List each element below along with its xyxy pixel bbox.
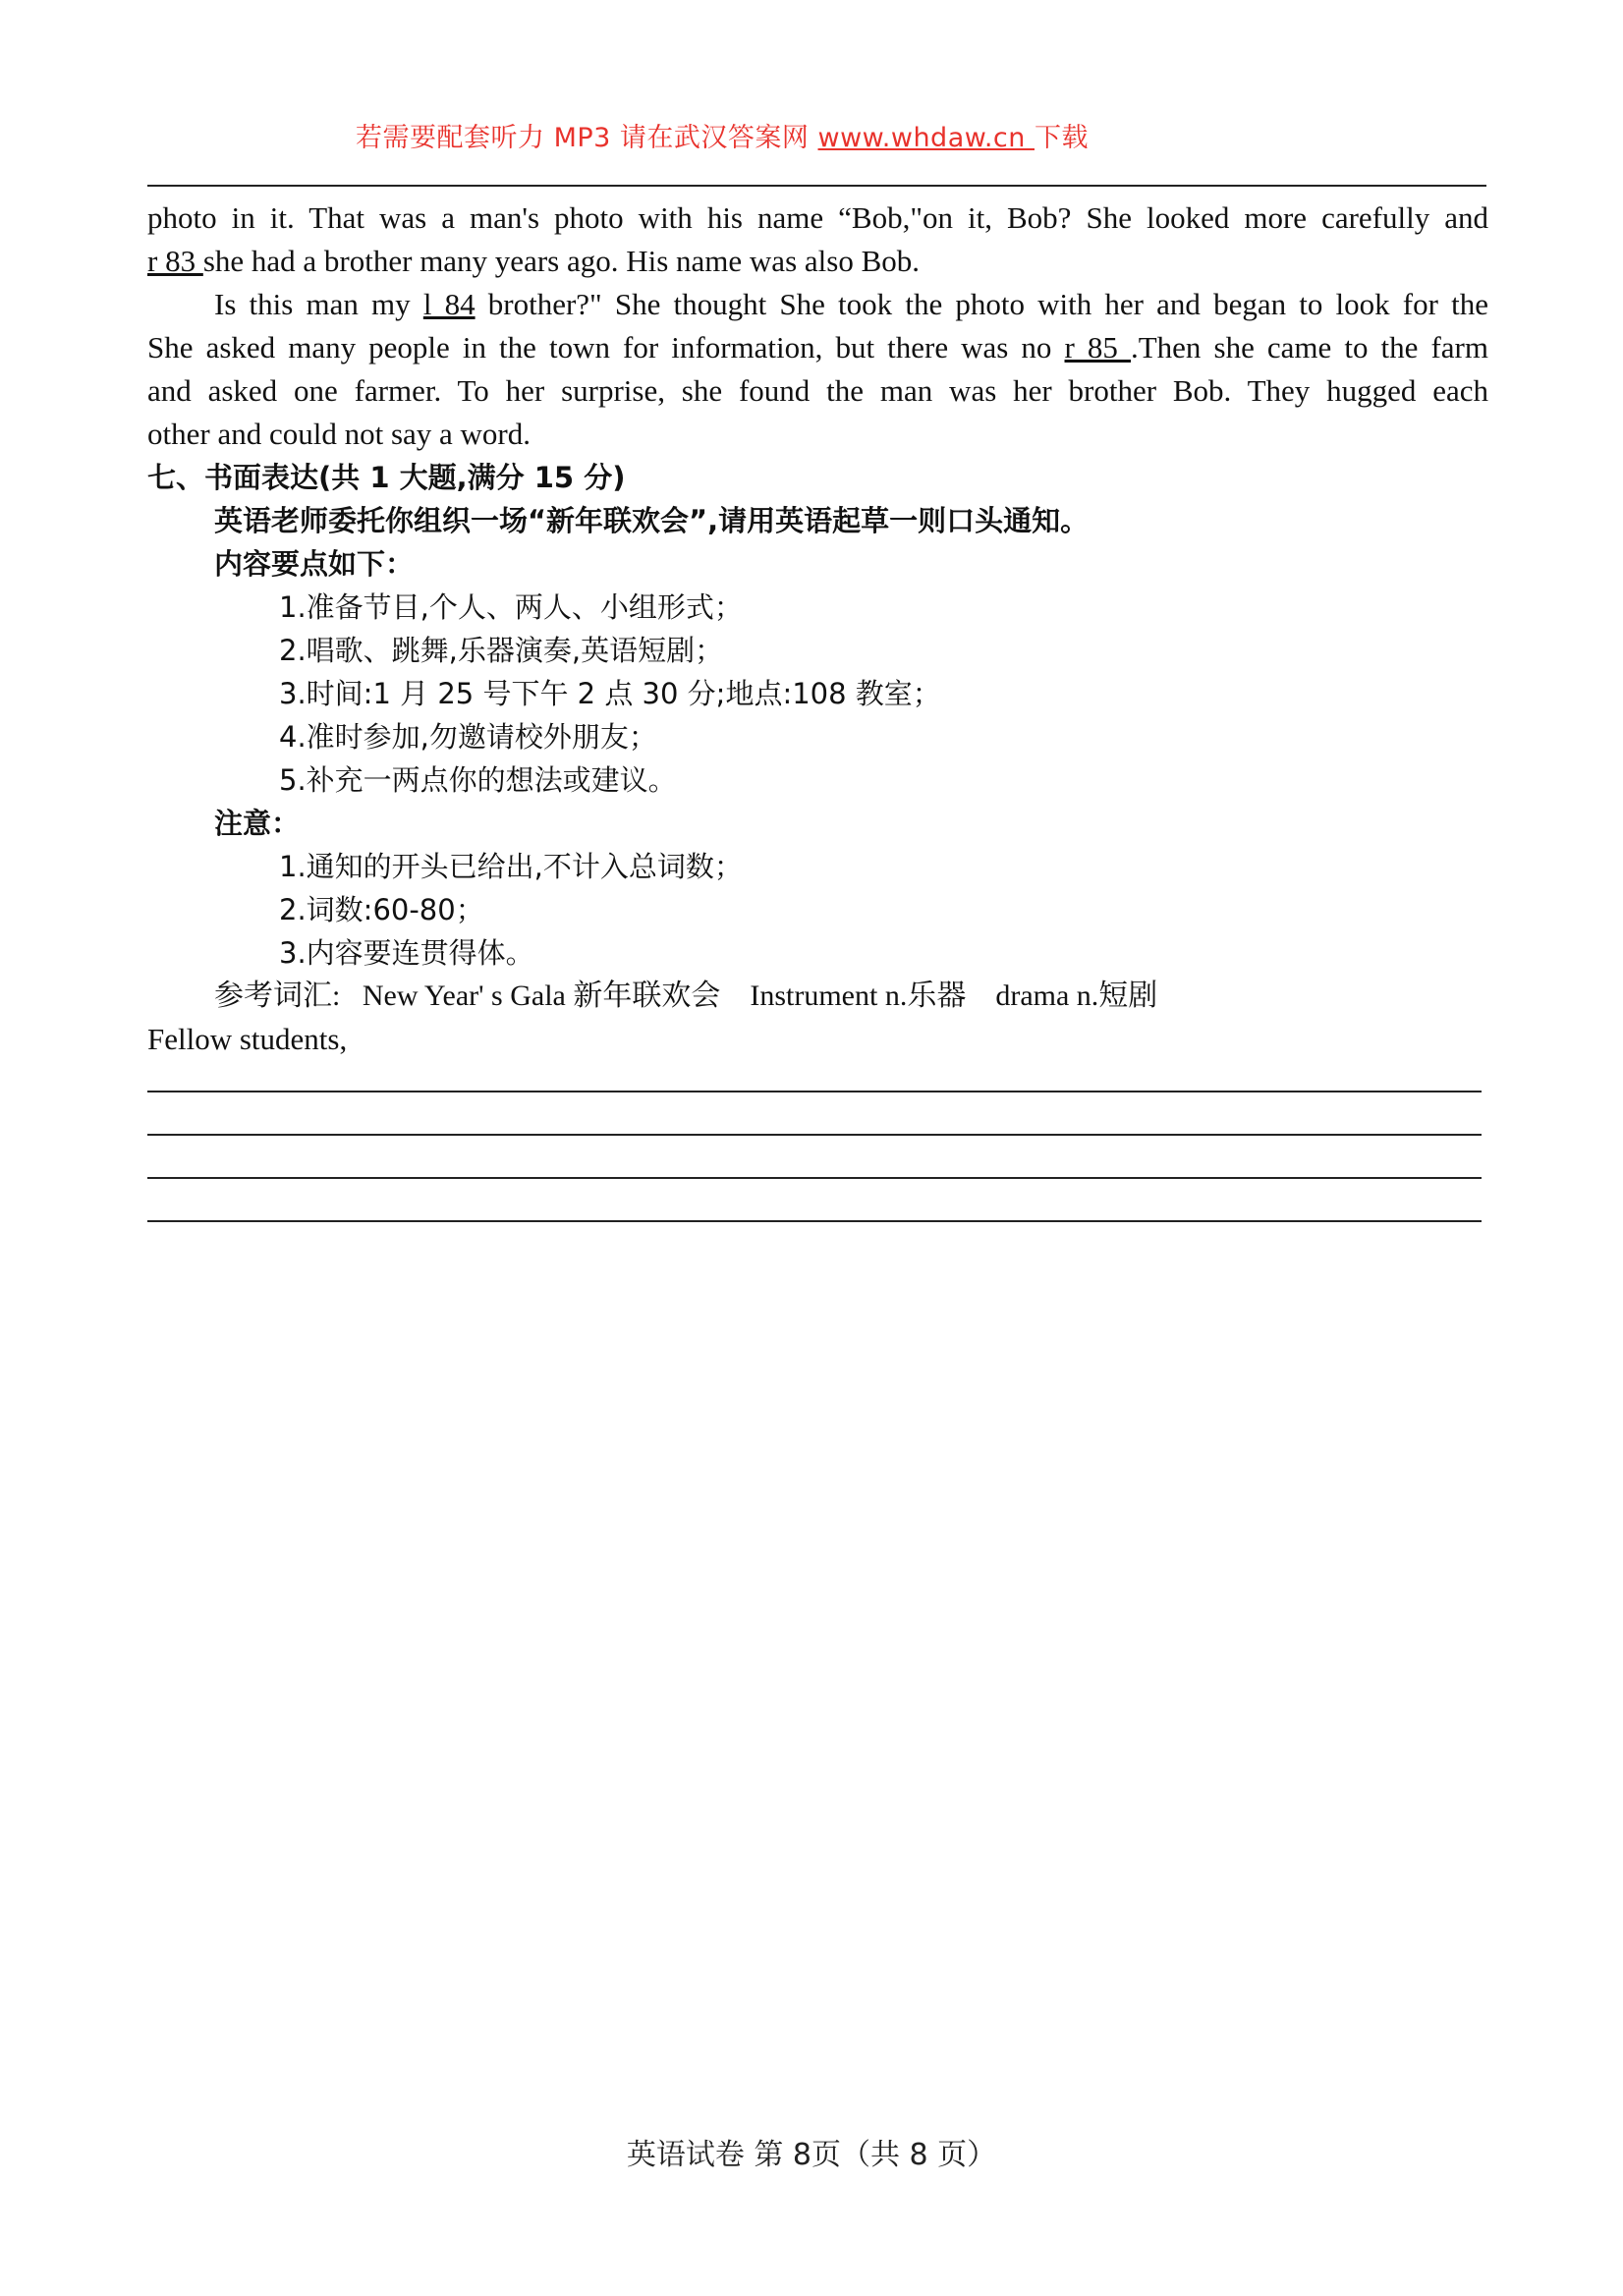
passage-line-1: photo in it. That was a man's photo with his name “Bob,"on it, Bob? She looked more carefully and [147,200,1488,235]
passage-line-2-text: she had a brother many years ago. His name was also Bob. [202,244,920,278]
passage-line-5: and asked one farmer. To her surprise, she found the man was her brother Bob. They hugged each [147,373,1488,408]
note-item: 1.通知的开头已给出,不计入总词数； [279,850,743,883]
download-banner [0,116,1444,154]
note-item: 2.词数:60-80； [279,893,484,926]
banner-prefix: 若需要配套听力 MP3 请在武汉答案网 [356,123,818,153]
website-link[interactable]: www.whdaw.cn [817,123,1035,153]
passage-line-4-b: .Then she came to the farm [1130,330,1488,364]
points-heading: 内容要点如下： [214,547,415,581]
passage-line-3-a: Is this man my [214,287,423,321]
banner-suffix: 下载 [1034,123,1089,153]
point-item: 4.准时参加,勿邀请校外朋友； [279,720,657,754]
passage-line-6: other and could not say a word. [147,417,531,451]
answer-line[interactable] [147,1220,1482,1222]
passage-line-4-a: She asked many people in the town for information, but there was no [147,330,1065,364]
answer-line[interactable] [147,1091,1482,1092]
point-item: 3.时间:1 月 25 号下午 2 点 30 分;地点:108 教室； [279,677,941,710]
point-item: 1.准备节目,个人、两人、小组形式； [279,590,743,624]
point-item: 2.唱歌、跳舞,乐器演奏,英语短剧； [279,634,724,667]
answer-line[interactable] [147,1177,1482,1179]
section-title: 七、书面表达(共 1 大题,满分 15 分) [147,461,626,494]
answer-line[interactable] [147,1134,1482,1136]
reference-vocabulary: 参考词汇: New Year' s Gala 新年联欢会 Instrument n.乐器 drama n.短剧 [214,980,1158,1012]
point-item: 5.补充一两点你的想法或建议。 [279,763,677,797]
task-instruction: 英语老师委托你组织一场“新年联欢会”,请用英语起草一则口头通知。 [214,504,1090,537]
notes-heading: 注意： [214,807,301,840]
page-content [147,196,1488,1061]
blank-84: l 84 [422,287,476,321]
blank-83: r 83 [147,244,203,278]
answer-area[interactable] [147,1091,1482,1263]
note-item: 3.内容要连贯得体。 [279,936,534,970]
page-footer: 英语试卷 第 8页（共 8 页） [626,2138,997,2172]
passage-line-3 [147,283,1488,326]
passage-line-2 [147,240,1488,283]
header-rule [147,185,1486,187]
salutation: Fellow students, [147,1022,348,1056]
passage-line-3-b: brother?" She thought She took the photo with her and began to look for the [475,287,1488,321]
blank-85: r 85 [1064,330,1131,364]
passage-line-4 [147,326,1488,369]
